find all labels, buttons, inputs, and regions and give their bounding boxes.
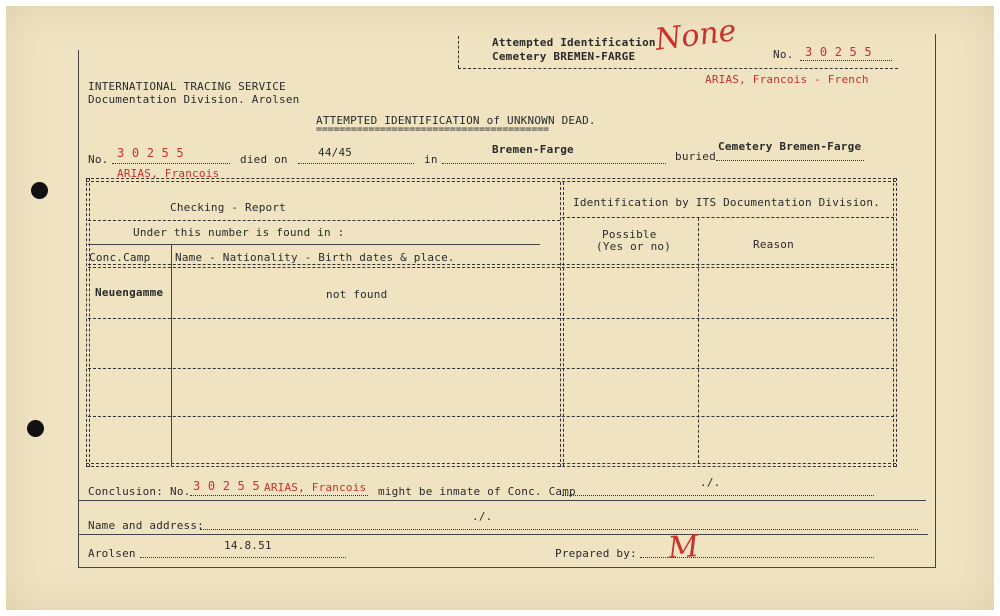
row3-bottom-line	[88, 416, 894, 417]
died-on-label: died on	[240, 153, 288, 166]
died-on-value: 44/45	[318, 146, 353, 159]
stamp-line2: Cemetery BREMEN-FARGE	[492, 50, 636, 63]
stamp-box-left	[458, 36, 459, 68]
prepared-by-label: Prepared by:	[555, 547, 637, 560]
buried-dots	[716, 160, 864, 161]
place-dots	[442, 163, 666, 164]
conclusion-camp-dots	[562, 495, 874, 496]
under-number-text: Under this number is found in :	[133, 226, 345, 239]
name-address-dots	[200, 529, 918, 530]
table-bottom-border	[86, 463, 896, 467]
table-right-border	[893, 178, 897, 467]
punch-hole-bottom	[27, 420, 44, 437]
title-underline: ========================================	[316, 124, 549, 135]
prepared-by-initial: M	[666, 528, 700, 567]
conclusion-no-label: No.	[170, 485, 191, 498]
frame-left-line	[78, 50, 79, 568]
reason-heading: Reason	[753, 238, 794, 251]
record-no-value: 3 0 2 5 5	[117, 146, 184, 160]
under-number-line	[88, 244, 540, 245]
checking-report-heading: Checking - Report	[170, 201, 286, 214]
frame-right-line	[935, 34, 936, 568]
date-value: 14.8.51	[224, 539, 272, 552]
row1-camp: Neuengamme	[95, 286, 164, 299]
conclusion-text: might be inmate of Conc. Camp	[378, 485, 576, 498]
conclusion-label: Conclusion:	[88, 485, 164, 498]
record-no-label: No.	[88, 153, 109, 166]
stamp-no-value: 3 0 2 5 5	[805, 45, 872, 59]
arolsen-label: Arolsen	[88, 547, 136, 560]
right-header-line	[562, 217, 894, 218]
columns-header-line	[88, 264, 894, 268]
document-title: ATTEMPTED IDENTIFICATION of UNKNOWN DEAD.	[316, 114, 596, 127]
in-label: in	[424, 153, 438, 166]
record-no-dots	[112, 163, 230, 164]
name-address-value: ./.	[472, 510, 493, 523]
possible-subheading: (Yes or no)	[596, 240, 672, 253]
name-address-label: Name and address:	[88, 519, 204, 532]
conclusion-camp-value: ./.	[700, 476, 721, 489]
possible-heading: Possible	[602, 228, 657, 241]
table-top-border	[86, 178, 896, 182]
frame-bottom-line	[78, 567, 935, 568]
buried-value: Cemetery Bremen-Farge	[718, 140, 862, 153]
name-address-divider	[78, 534, 928, 535]
record-name-value: ARIAS, Francois	[117, 167, 220, 180]
stamp-line1: Attempted Identification	[492, 36, 656, 49]
died-on-dots	[298, 163, 414, 164]
camp-name-divider	[171, 245, 172, 467]
left-header-line	[88, 220, 560, 221]
name-reference: ARIAS, Francois - French	[705, 73, 869, 86]
conclusion-name: ARIAS, Francois	[264, 481, 367, 494]
row1-bottom-line	[88, 318, 894, 319]
place-value: Bremen-Farge	[492, 143, 574, 156]
stamp-no-dots	[800, 60, 892, 61]
stamp-box-bottom	[458, 68, 898, 69]
camp-column-header: Conc.Camp	[89, 251, 151, 264]
org-division: Documentation Division. Arolsen	[88, 93, 300, 106]
conclusion-no-dots	[190, 495, 368, 496]
table-left-border	[86, 178, 90, 467]
buried-label: buried	[675, 150, 716, 163]
possible-reason-divider	[698, 218, 699, 463]
identification-heading: Identification by ITS Documentation Division.	[573, 196, 881, 209]
conclusion-no-value: 3 0 2 5 5	[193, 479, 260, 493]
org-name: INTERNATIONAL TRACING SERVICE	[88, 80, 286, 93]
handwritten-none-note: None	[653, 13, 739, 58]
row2-bottom-line	[88, 368, 894, 369]
table-middle-divider	[560, 182, 564, 467]
row1-result: not found	[326, 288, 388, 301]
name-column-header: Name - Nationality - Birth dates & place.	[175, 251, 455, 264]
punch-hole-top	[31, 182, 48, 199]
conclusion-divider	[78, 500, 926, 501]
stamp-no-label: No.	[773, 48, 794, 61]
date-dots	[140, 557, 346, 558]
